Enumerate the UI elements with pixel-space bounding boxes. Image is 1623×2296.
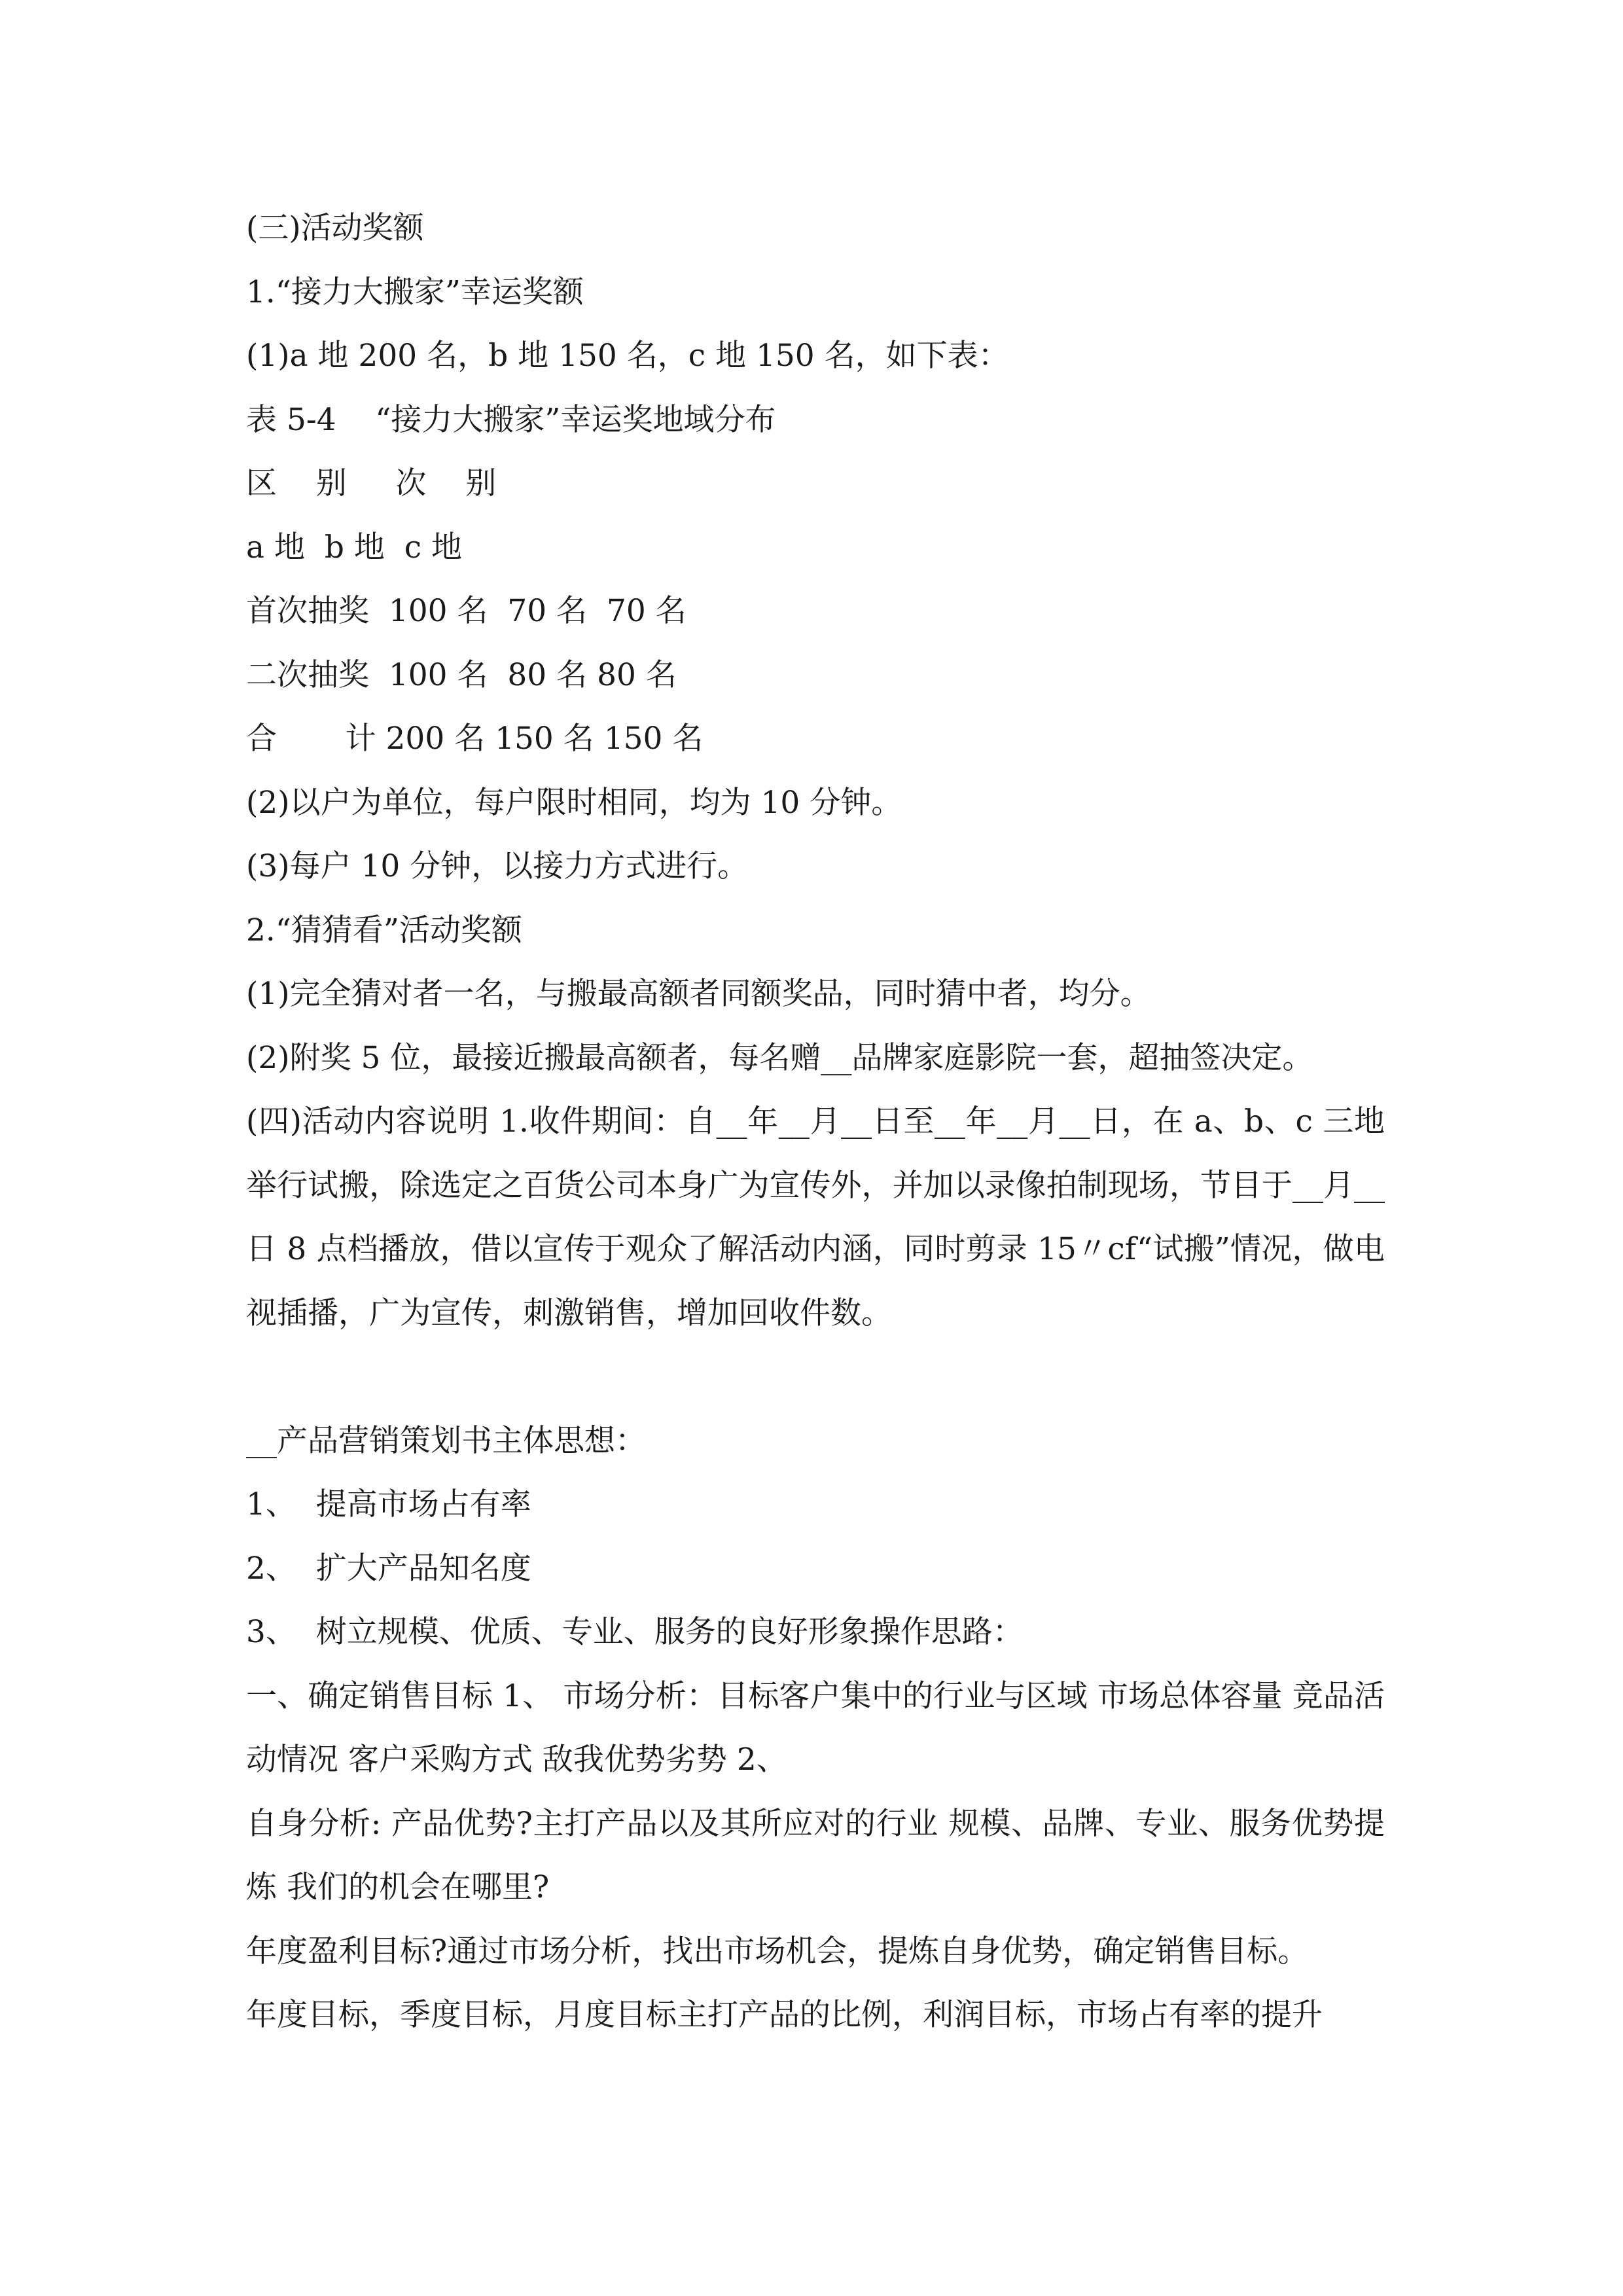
paragraph: (1)完全猜对者一名，与搬最高额者同额奖品，同时猜中者，均分。 [246, 976, 1151, 1012]
paragraph: (2)以户为单位，每户限时相同，均为 10 分钟。 [246, 784, 902, 821]
paragraph-activity-description: (四)活动内容说明 1.收件期间：自__年__月__日至__年__月__日，在 a、b、c 三地举行试搬，除选定之百货公司本身广为宣传外，并加以录像拍制现场，节目于__月__日 8 点档播放，借以宣传于观众了解活动内涵，同时剪录 15〃cf“试搬”情况，做电视插播，广为宣传，刺激销售，增加回收件数。 [246, 1103, 1385, 1331]
paragraph: 自身分析: 产品优势?主打产品以及其所应对的行业 规模、品牌、专业、服务优势提炼 我们的机会在哪里? [246, 1805, 1385, 1905]
list-item: 2、 扩大产品知名度 [246, 1550, 531, 1587]
table-header: 区 别 次 别 [246, 465, 497, 501]
list-item: 3、 树立规模、优质、专业、服务的良好形象操作思路： [246, 1614, 1024, 1650]
paragraph: (2)附奖 5 位，最接近搬最高额者，每名赠__品牌家庭影院一套，超抽签决定。 [246, 1039, 1313, 1076]
spacer [246, 1345, 1385, 1409]
paragraph: 一、确定销售目标 1、 市场分析：目标客户集中的行业与区域 市场总体容量 竞品活动情况 客户采购方式 敌我优势劣势 2、 [246, 1677, 1385, 1778]
table-row: 首次抽奖 100 名 70 名 70 名 [246, 593, 687, 629]
paragraph: (3)每户 10 分钟，以接力方式进行。 [246, 848, 749, 884]
table-caption: 表 5-4 “接力大搬家”幸运奖地域分布 [246, 401, 776, 438]
paragraph: (1)a 地 200 名，b 地 150 名，c 地 150 名，如下表： [246, 338, 1009, 374]
section-title: __产品营销策划书主体思想： [246, 1422, 646, 1459]
paragraph: 年度目标，季度目标，月度目标主打产品的比例，利润目标，市场占有率的提升 [246, 1997, 1323, 2033]
section-heading: (三)活动奖额 [246, 210, 424, 246]
list-item: 1、 提高市场占有率 [246, 1486, 531, 1522]
document-body [246, 196, 1385, 2047]
item-title: 2.“猜猜看”活动奖额 [246, 912, 522, 948]
table-row: 二次抽奖 100 名 80 名 80 名 [246, 656, 677, 693]
table-columns: a 地 b 地 c 地 [246, 529, 463, 565]
paragraph: 年度盈利目标?通过市场分析，找出市场机会，提炼自身优势，确定销售目标。 [246, 1933, 1309, 1969]
table-row-total: 合 计 200 名 150 名 150 名 [246, 721, 704, 757]
item-title: 1.“接力大搬家”幸运奖额 [246, 274, 584, 310]
